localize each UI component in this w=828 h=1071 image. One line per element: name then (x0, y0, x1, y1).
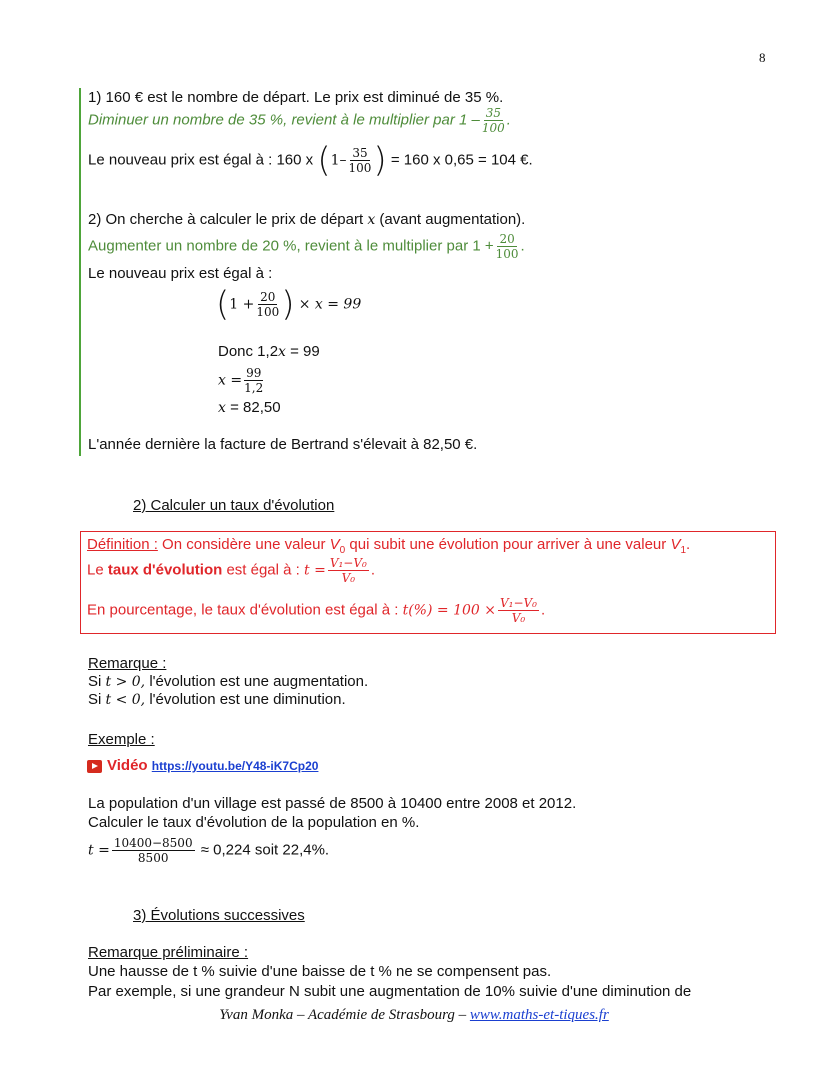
calc-text: Le nouveau prix est égal à : 160 x (88, 151, 314, 169)
fraction: $\frac{20}{100}$ (495, 232, 519, 261)
footer: Yvan Monka – Académie de Strasbourg – www.maths-et-tiques.fr (219, 1007, 609, 1023)
remarque-line1: Si t > 0, l'évolution est une augmentation. (88, 673, 369, 690)
part1-line1: 1) 160 € est le nombre de départ. Le prix est diminué de 35 %. (88, 89, 504, 106)
exemple-line2: Calculer le taux d'évolution de la population en %. (88, 814, 420, 831)
fraction: $\frac{35}{100}$ (481, 106, 505, 135)
part2-line1: 2) On cherche à calculer le prix de départ x (avant augmentation). (88, 211, 526, 228)
rule-text: Diminuer un nombre de 35 %, revient à le multiplier par 1 – (88, 111, 480, 129)
video-row (87, 757, 318, 775)
video-label: Vidéo (107, 757, 148, 774)
section2-title: 2) Calculer un taux d'évolution (133, 497, 335, 514)
fraction: $\frac{35}{100}$ (348, 146, 372, 175)
exemple-calc: t = $\frac{10400-8500}{8500}$ ≈ 0,224 soit 22,4%. (88, 836, 330, 865)
remarque-line2: Si t < 0, l'évolution est une diminution. (88, 691, 346, 708)
part1-calc: Le nouveau prix est égal à : 160 x (1– $\frac{35}{100}$ ) = 160 x 0,65 = 104 €. (88, 140, 533, 181)
definition-line3: En pourcentage, le taux d'évolution est égal à : t(%) = 100 × $\frac{\text{V₁−V₀}}{\text{V₀}}$ . (87, 596, 546, 625)
x-result: x = 82,50 (218, 399, 281, 416)
part2-rule: Augmenter un nombre de 20 %, revient à le multiplier par 1 + $\frac{20}{100}$ . (88, 232, 525, 261)
green-margin-bar (79, 88, 81, 456)
section3-title: 3) Évolutions successives (133, 907, 305, 924)
definition-line1: Définition : On considère une valeur $V_0$ qui subit une évolution pour arriver à une valeur $V_1$. (87, 536, 691, 556)
donc-line: Donc 1,2x = 99 (218, 343, 320, 360)
prelim-title: Remarque préliminaire : (88, 944, 249, 961)
part1-rule: Diminuer un nombre de 35 %, revient à le multiplier par 1 – $\frac{35}{100}$ . (88, 106, 511, 135)
exemple-title: Exemple : (88, 731, 155, 748)
video-link[interactable]: https://youtu.be/Y48-iK7Cp20 (151, 759, 319, 773)
part2-conclusion: L'année dernière la facture de Bertrand s'élevait à 82,50 €. (88, 436, 478, 453)
page-number: 8 (759, 50, 766, 65)
part2-equation: (1 + $\frac{20}{100}$ ) × x = 99 (216, 284, 362, 325)
remarque-title: Remarque : (88, 655, 167, 672)
exemple-line1: La population d'un village est passé de 8500 à 10400 entre 2008 et 2012. (88, 795, 577, 812)
x-fraction-line: x = $\frac{99}{1,2}$ (218, 366, 264, 395)
prelim-line1: Une hausse de t % suivie d'une baisse de t % ne se compensent pas. (88, 963, 552, 980)
video-play-icon (87, 760, 102, 773)
definition-line2: Le taux d'évolution est égal à : t = $\frac{\text{V₁−V₀}}{\text{V₀}}$ . (87, 556, 375, 585)
prelim-line2: Par exemple, si une grandeur N subit une augmentation de 10% suivie d'une diminution de (88, 983, 692, 1000)
calc-result: = 160 x 0,65 = 104 €. (390, 151, 533, 169)
part2-line3: Le nouveau prix est égal à : (88, 265, 273, 282)
footer-link[interactable]: www.maths-et-tiques.fr (469, 1007, 609, 1023)
